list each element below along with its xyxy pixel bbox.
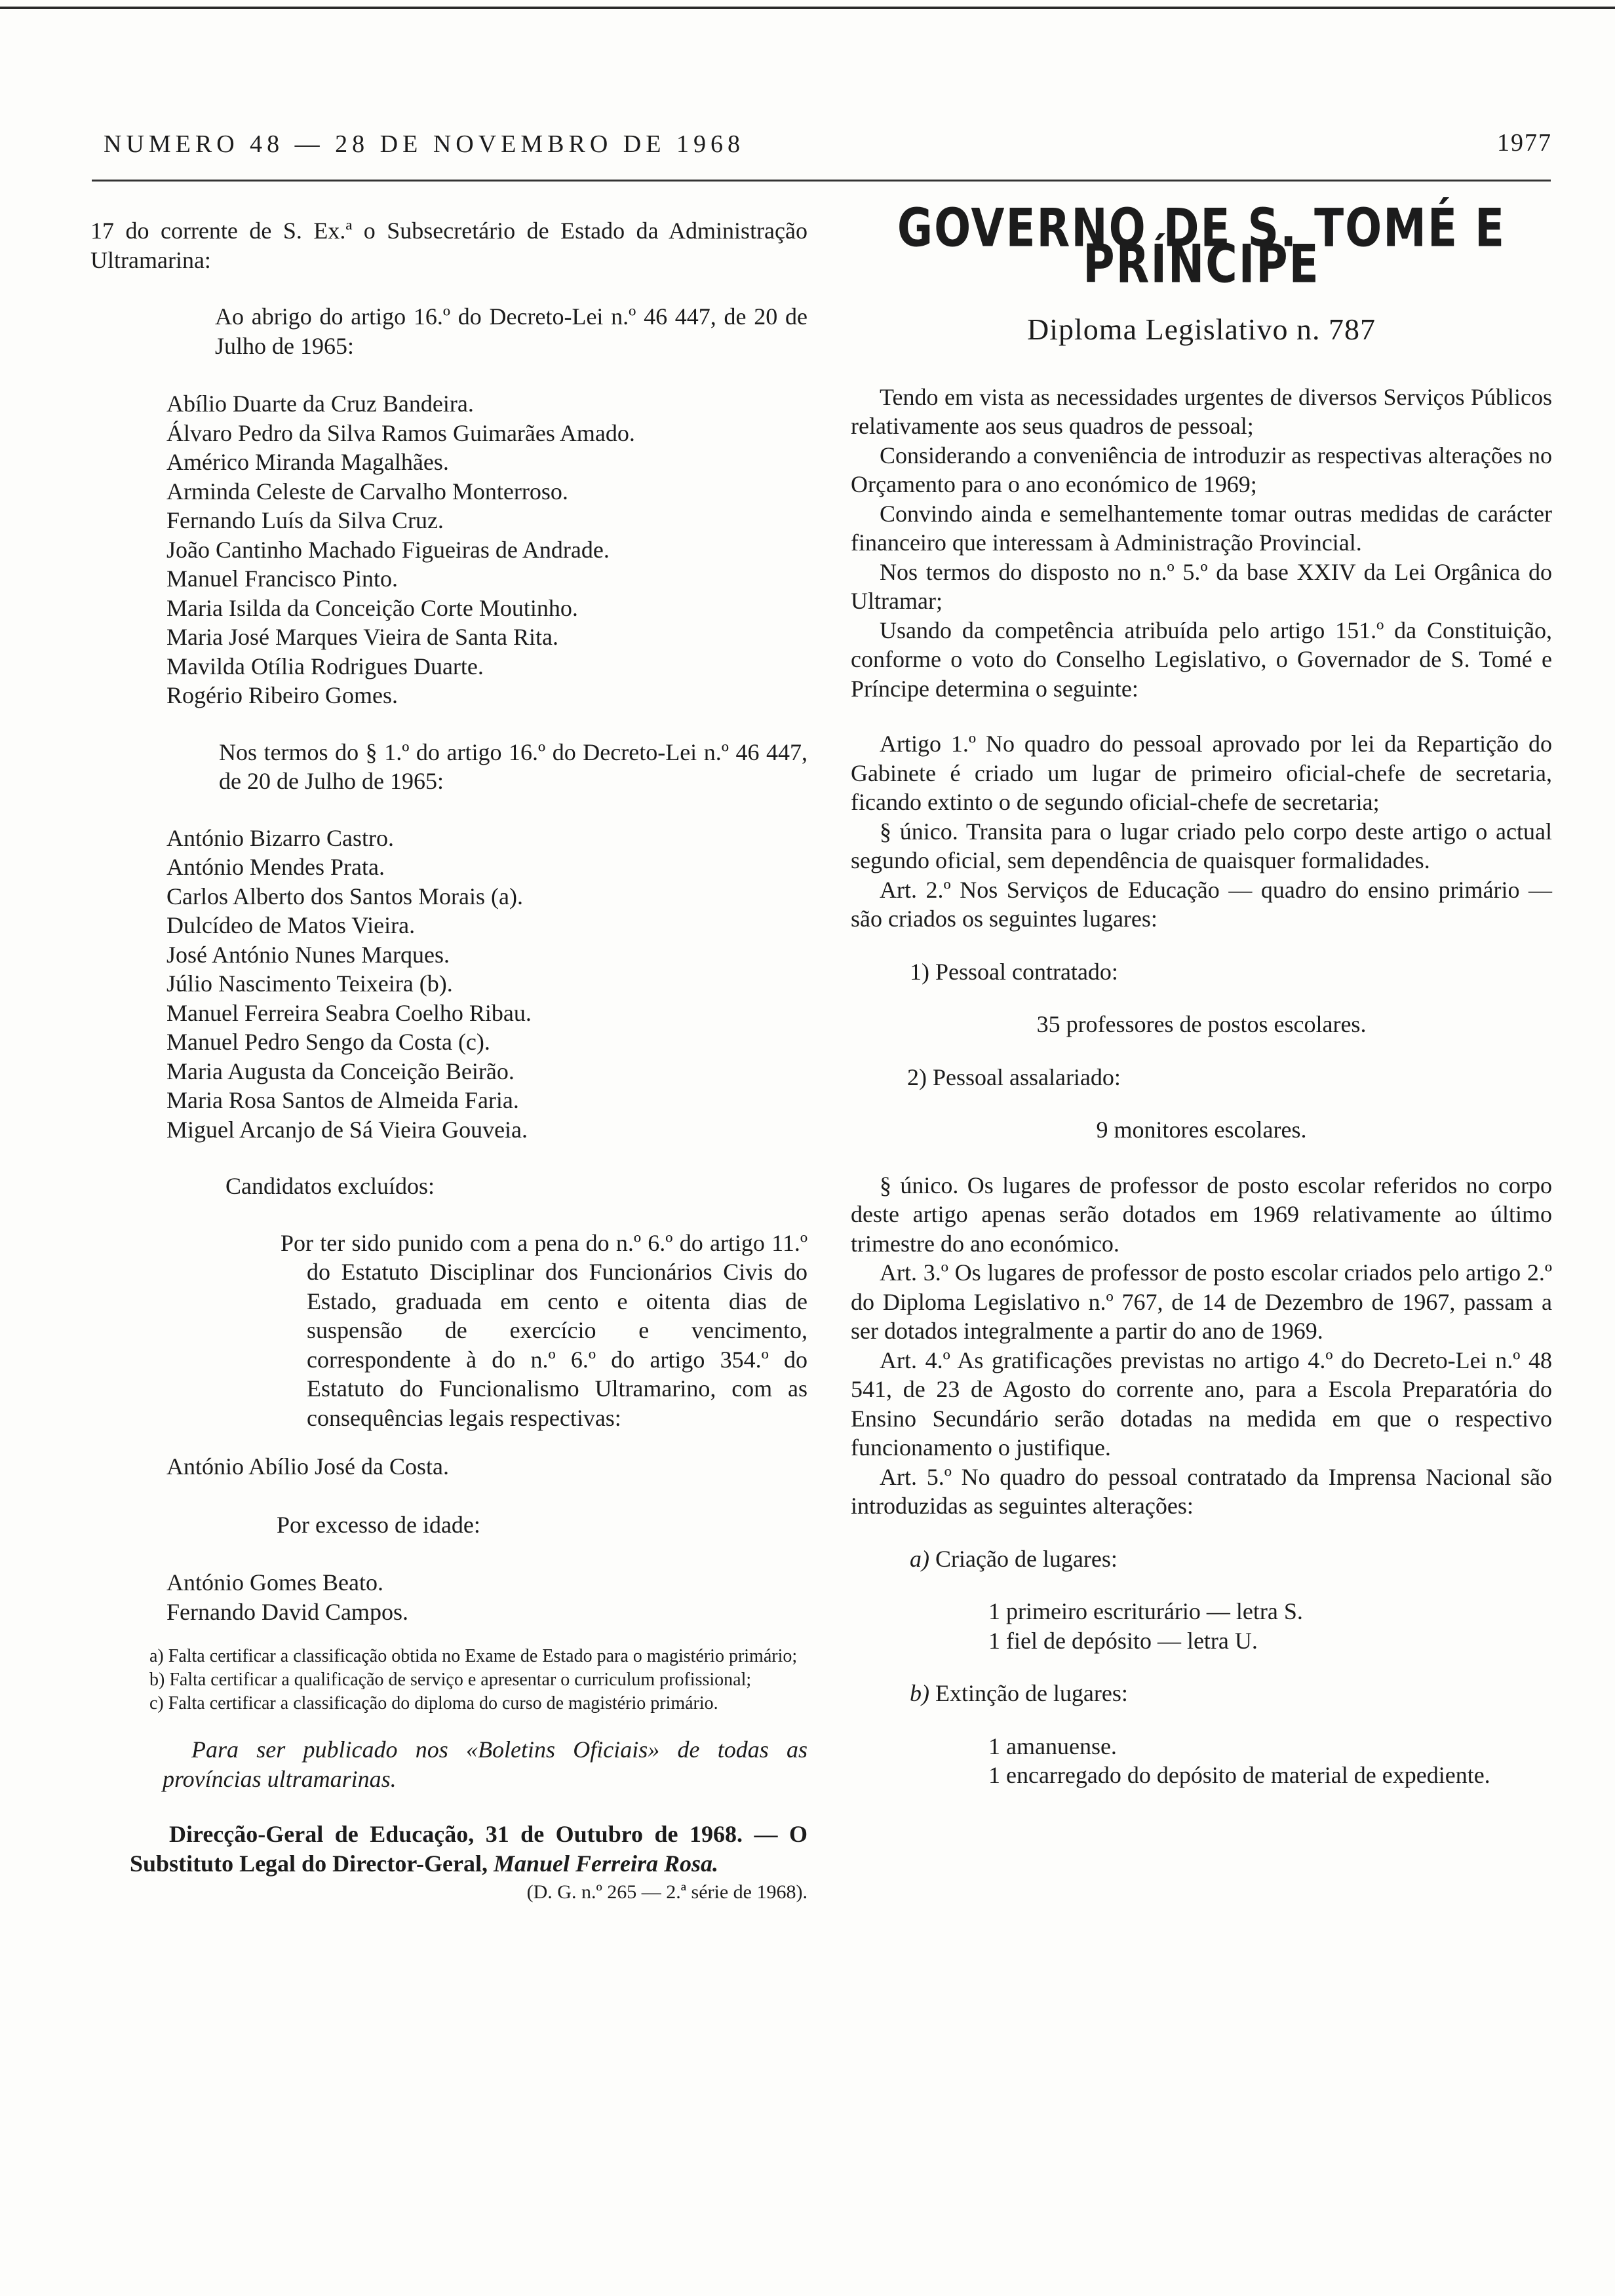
diario-governo-reference: (D. G. n.º 265 — 2.ª série de 1968).: [526, 1881, 808, 1903]
article-1: Artigo 1.º No quadro do pessoal aprovado por lei da Repartição do Gabinete é criado um lugar de primeiro oficial-chefe de secretaria, ficando extinto o de segundo oficial-chefe de secretaria;: [851, 731, 1552, 815]
signature-name: Manuel Ferreira Rosa.: [493, 1850, 719, 1877]
list-item: Maria Augusta da Conceição Beirão.: [166, 1058, 515, 1084]
provisional-names-list: [90, 824, 808, 1145]
article-5-a: [910, 1544, 1552, 1574]
list-item: Miguel Arcanjo de Sá Vieira Gouveia.: [166, 1116, 528, 1143]
article-3: Art. 3.º Os lugares de professor de posto escolar criados pelo artigo 2.º do Diploma Legislativo n.º 767, de 14 de Dezembro de 1967, passam a ser dotados integralmente a partir do ano de 1969.: [851, 1259, 1552, 1344]
excluded-reason: Por ter sido punido com a pena do n.º 6.º do artigo 11.º do Estatuto Disciplinar dos Funcionários Civis do Estado, graduada em cento e oitenta dias de suspensão de exercício e vencimento, correspondente à do n.º 6.º do artigo 354.º do Estatuto do Funcionalismo Ultramarino, com as consequências legais respectivas:: [281, 1229, 808, 1431]
list-item: Júlio Nascimento Teixeira (b).: [166, 970, 453, 997]
article-2-item-1-detail: 35 professores de postos escolares.: [1036, 1011, 1367, 1037]
issue-header: NUMERO 48 — 28 DE NOVEMBRO DE 1968: [104, 130, 745, 158]
list-item: António Gomes Beato.: [166, 1569, 383, 1596]
list-item: Manuel Ferreira Seabra Coelho Ribau.: [166, 999, 532, 1026]
article-2-item-2-detail: 9 monitores escolares.: [1096, 1117, 1307, 1143]
list-item: Dulcídeo de Matos Vieira.: [166, 912, 416, 938]
excluded-heading: Candidatos excluídos:: [225, 1173, 435, 1199]
list-item: Mavilda Otília Rodrigues Duarte.: [166, 653, 484, 679]
list-item: Rogério Ribeiro Gomes.: [166, 682, 398, 708]
excluded-name: António Abílio José da Costa.: [166, 1453, 449, 1480]
article-4: Art. 4.º As gratificações previstas no artigo 4.º do Decreto-Lei n.º 48 541, de 23 de Agosto do corrente ano, para a Escola Preparatória do Ensino Secundário serão dotadas na medida em que o respectivo funcionamento o justifique.: [851, 1347, 1552, 1461]
article-5-a-text: Criação de lugares:: [935, 1545, 1118, 1572]
preamble-paragraph: Convindo ainda e semelhantemente tomar outras medidas de carácter financeiro que interessam à Administração Provincial.: [851, 500, 1552, 556]
article-2: Art. 2.º Nos Serviços de Educação — quadro do ensino primário — são criados os seguintes lugares:: [851, 876, 1552, 932]
article-5-b-label: b): [910, 1680, 929, 1706]
list-item: Américo Miranda Magalhães.: [166, 449, 449, 475]
list-item: Maria José Marques Vieira de Santa Rita.: [166, 624, 559, 650]
diploma-title: Diploma Legislativo n. 787: [1027, 313, 1376, 346]
footnote-a: a) Falta certificar a classificação obtida no Exame de Estado para o magistério primário;: [149, 1646, 798, 1666]
government-title: GOVERNO DE S. TOMÉ E PRÍNCIPE: [897, 197, 1506, 295]
article-5: Art. 5.º No quadro do pessoal contratado da Imprensa Nacional são introduzidas as seguintes alterações:: [851, 1463, 1552, 1519]
signature-text: Direcção-Geral de Educação, 31 de Outubro de 1968. — O Substituto Legal do Director-Geral,: [130, 1821, 808, 1877]
list-item: Abílio Duarte da Cruz Bandeira.: [166, 391, 474, 417]
top-scan-line: [0, 7, 1615, 9]
right-column: [851, 197, 1552, 1790]
preamble-paragraph: Tendo em vista as necessidades urgentes de diversos Serviços Públicos relativamente aos seus quadros de pessoal;: [851, 383, 1552, 439]
list-item: João Cantinho Machado Figueiras de Andrade.: [166, 536, 610, 563]
list-item: Maria Rosa Santos de Almeida Faria.: [166, 1087, 519, 1113]
article-2-unico: § único. Os lugares de professor de posto escolar referidos no corpo deste artigo apenas serão dotados em 1969 relativamente ao último trimestre do ano económico.: [851, 1172, 1552, 1257]
list-item: Álvaro Pedro da Silva Ramos Guimarães Amado.: [166, 419, 635, 446]
article-2-item-1: 1) Pessoal contratado:: [910, 958, 1118, 985]
list-item: 1 amanuense.: [988, 1732, 1117, 1759]
left-column: [90, 216, 808, 1907]
page-number: 1977: [1497, 129, 1552, 157]
preamble-paragraph: Usando da competência atribuída pelo artigo 151.º da Constituição, conforme o voto do Conselho Legislativo, o Governador de S. Tomé e Príncipe determina o seguinte:: [851, 617, 1552, 702]
list-item: Carlos Alberto dos Santos Morais (a).: [166, 883, 523, 909]
list-item: 1 primeiro escriturário — letra S.: [988, 1598, 1303, 1624]
article-5-b-text: Extinção de lugares:: [935, 1680, 1128, 1706]
article-1-unico: § único. Transita para o lugar criado pelo corpo deste artigo o actual segundo oficial, sem dependência de quaisquer formalidades.: [851, 818, 1552, 873]
section2-heading: Nos termos do § 1.º do artigo 16.º do Decreto-Lei n.º 46 447, de 20 de Julho de 1965:: [219, 738, 808, 794]
preamble-paragraph: Nos termos do disposto no n.º 5.º da base XXIV da Lei Orgânica do Ultramar;: [851, 558, 1552, 614]
footnote-b: b) Falta certificar a qualificação de serviço e apresentar o curriculum profissional;: [149, 1670, 752, 1690]
intro-paragraph: 17 do corrente de S. Ex.ª o Subsecretário de Estado da Administração Ultramarina:: [90, 218, 808, 273]
header-divider: [92, 180, 1551, 182]
age-heading: Por excesso de idade:: [277, 1511, 480, 1538]
appointed-names-list: [90, 389, 808, 710]
list-item: José António Nunes Marques.: [166, 941, 450, 968]
section1-heading: Ao abrigo do artigo 16.º do Decreto-Lei n.º 46 447, de 20 de Julho de 1965:: [215, 303, 808, 359]
list-item: Manuel Pedro Sengo da Costa (c).: [166, 1029, 490, 1055]
footnote-c: c) Falta certificar a classificação do diploma do curso de magistério primário.: [149, 1693, 718, 1713]
list-item: Arminda Celeste de Carvalho Monterroso.: [166, 478, 568, 505]
list-item: Maria Isilda da Conceição Corte Moutinho.: [166, 594, 578, 621]
article-2-item-2: 2) Pessoal assalariado:: [907, 1063, 1121, 1090]
list-item: António Bizarro Castro.: [166, 824, 394, 851]
signature-block: [130, 1820, 808, 1878]
list-item: 1 encarregado do depósito de material de expediente.: [988, 1762, 1490, 1788]
list-item: Fernando Luís da Silva Cruz.: [166, 507, 444, 533]
footnotes: [123, 1645, 808, 1715]
preamble-paragraph: Considerando a conveniência de introduzir as respectivas alterações no Orçamento para o ano económico de 1969;: [851, 442, 1552, 497]
list-item: Manuel Francisco Pinto.: [166, 565, 398, 592]
preamble: [851, 383, 1552, 704]
article-5-a-label: a): [910, 1545, 929, 1572]
article-5-b: [910, 1679, 1552, 1708]
list-item: António Mendes Prata.: [166, 854, 385, 880]
age-excluded-list: [90, 1568, 808, 1626]
list-item: Fernando David Campos.: [166, 1598, 408, 1625]
publication-note: Para ser publicado nos «Boletins Oficiais» de todas as províncias ultramarinas.: [163, 1736, 808, 1792]
list-item: 1 fiel de depósito — letra U.: [988, 1627, 1258, 1654]
